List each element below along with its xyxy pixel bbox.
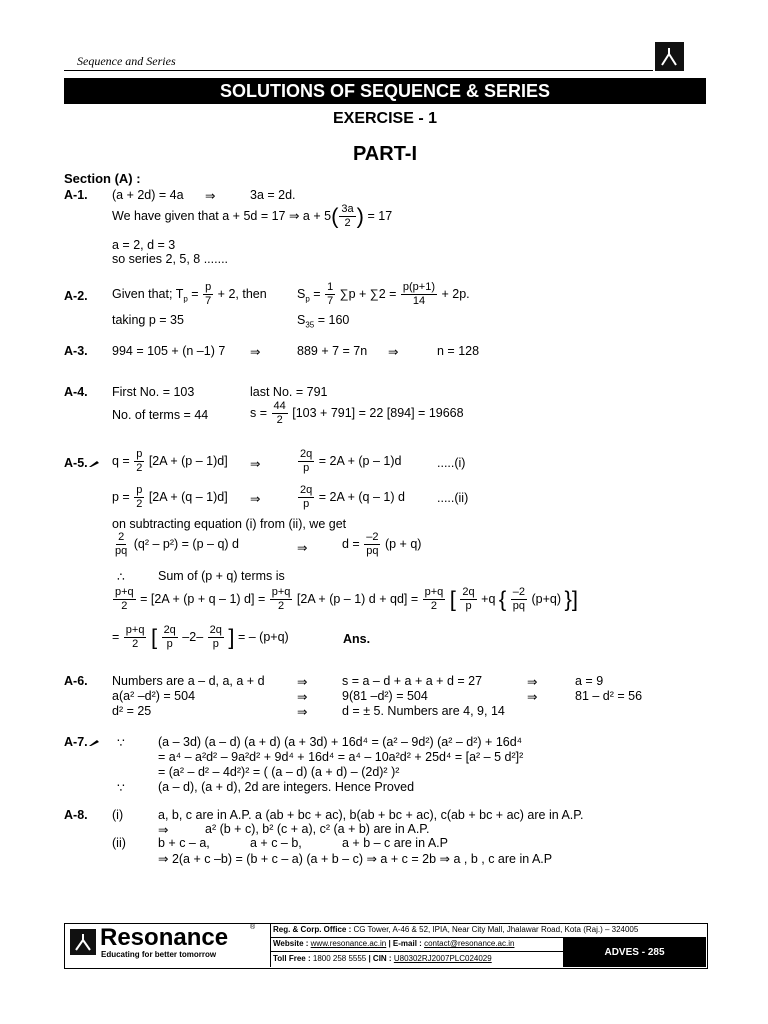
a6-r1a: Numbers are a – d, a, a + d [112, 674, 265, 688]
a8-r3c: a + c – b, [250, 836, 302, 850]
cin-link[interactable]: U80302RJ2007PLC024029 [393, 954, 492, 963]
footer-address: Reg. & Corp. Office : CG Tower, A-46 & 52, IPIA, Near City Mall, Jhalawar Road, Kota (Raj.) – 324005 [273, 925, 639, 934]
a8-r2: a² (b + c), b² (c + a), c² (a + b) are in A.P. [205, 822, 430, 836]
a6-r2a: a(a² –d²) = 504 [112, 689, 196, 703]
a5-row2-left: p = $\frac{p}{2}$ [2A + (q – 1)d] [112, 484, 228, 510]
footer-contact: Website : www.resonance.ac.in | E-mail : contact@resonance.ac.in [273, 939, 515, 948]
a8-r3b: b + c – a, [158, 836, 210, 850]
implies-symbol: ⇒ [250, 457, 261, 471]
implies-symbol: ⇒ [297, 541, 308, 555]
a4-terms: No. of terms = 44 [112, 408, 209, 422]
implies-symbol: ⇒ [297, 705, 308, 719]
a8-r1: a, b, c are in A.P. a (ab + bc + ac), b(ab + bc + ac), c(ab + bc + ac) are in A.P. [158, 808, 584, 822]
resonance-logo-icon [655, 42, 684, 71]
a6-r3c: d = ± 5. Numbers are 4, 9, 14 [342, 704, 505, 718]
a1-line4: so series 2, 5, 8 ....... [112, 252, 229, 266]
implies-symbol: ⇒ [250, 345, 261, 359]
answer-label: Ans. [343, 632, 371, 646]
pencil-icon [88, 739, 100, 747]
a2-line2a: taking p = 35 [112, 313, 184, 327]
footer-divider [270, 923, 271, 967]
implies-symbol: ⇒ [250, 492, 261, 506]
a5-row1-right: $\frac{2q}{p}$ = 2A + (p – 1)d [300, 448, 402, 474]
a4-first: First No. = 103 [112, 385, 195, 399]
a7-r3: = (a² – d² – 4d²)² = ( (a – d) (a + d) – (2d)² )² [158, 765, 400, 779]
a1-line1c: 3a = 2d. [250, 188, 296, 202]
problem-label: A-5. [64, 456, 100, 470]
eq-tag: .....(i) [437, 456, 466, 470]
a5-row5: Sum of (p + q) terms is [158, 569, 285, 583]
a8-part-i: (i) [112, 808, 124, 822]
problem-label: A-4. [64, 385, 88, 399]
header-rule [64, 70, 653, 71]
a5-row3: on subtracting equation (i) from (ii), we get [112, 517, 347, 531]
a8-r4: ⇒ 2(a + c –b) = (b + c – a) (a + b – c) ⇒ a + c = 2b ⇒ a , b , c are in A.P [158, 852, 553, 866]
problem-label: A-2. [64, 289, 88, 303]
a7-r1: (a – 3d) (a – d) (a + d) (a + 3d) + 16d⁴ = (a² – 9d²) (a² – d²) + 16d⁴ [158, 735, 523, 749]
implies-symbol: ⇒ [297, 675, 308, 689]
implies-symbol: ⇒ [388, 345, 399, 359]
resonance-logo-icon [70, 929, 96, 955]
implies-symbol: ⇒ [158, 823, 169, 837]
footer-phone: Toll Free : 1800 258 5555 | CIN : U80302RJ2007PLC024029 [273, 954, 492, 963]
a3-part-e: n = 128 [437, 344, 480, 358]
a6-r2c: 9(81 –d²) = 504 [342, 689, 428, 703]
a6-r1c: s = a – d + a + a + d = 27 [342, 674, 483, 688]
because-symbol: ∵ [117, 736, 125, 750]
eq-tag: .....(ii) [437, 491, 469, 505]
page-banner: SOLUTIONS OF SEQUENCE & SERIES [64, 78, 706, 104]
problem-label: A-8. [64, 808, 88, 822]
section-heading: Section (A) : [64, 171, 141, 186]
a6-r3a: d² = 25 [112, 704, 152, 718]
a3-part-a: 994 = 105 + (n –1) 7 [112, 344, 226, 358]
a5-row1-left: q = $\frac{p}{2}$ [2A + (p – 1)d] [112, 448, 228, 474]
a6-r1e: a = 9 [575, 674, 604, 688]
a7-r4: (a – d), (a + d), 2d are integers. Hence Proved [158, 780, 415, 794]
problem-label: A-1. [64, 188, 88, 202]
a3-part-c: 889 + 7 = 7n [297, 344, 368, 358]
email-link[interactable]: contact@resonance.ac.in [424, 939, 515, 948]
a4-sum: s = $\frac{44}{2}$ [103 + 791] = 22 [894] = 19668 [250, 400, 464, 426]
implies-symbol: ⇒ [297, 690, 308, 704]
a1-line2: We have given that a + 5d = 17 ⇒ a + 5( $\frac{3a}{2}$ ) = 17 [112, 203, 393, 229]
brand-tagline: Educating for better tomorrow [101, 950, 217, 959]
a5-row6: $\frac{p+q}{2}$ = [2A + (p + q – 1) d] = $\frac{p+q}{2}$ [2A + (p – 1) d + qd] = $\frac{p+q}{2}$ [ $\frac{2q}{p}$ +q { $\frac{-2}{pq}$ (p+q) }] [115, 586, 578, 612]
problem-label: A-7. [64, 735, 100, 749]
running-title: Sequence and Series [77, 54, 176, 68]
a5-row4-right: d = $\frac{-2}{pq}$ (p + q) [342, 531, 422, 557]
a6-r2e: 81 – d² = 56 [575, 689, 643, 703]
exercise-title: EXERCISE - 1 [332, 110, 438, 127]
a5-row4-left: $\frac{2}{pq}$ (q² – p²) = (p – q) d [115, 531, 239, 557]
a4-last: last No. = 791 [250, 385, 328, 399]
problem-label: A-3. [64, 344, 88, 358]
page-number: ADVES - 285 [563, 938, 706, 967]
footer-divider [270, 951, 563, 952]
problem-label: A-6. [64, 674, 88, 688]
implies-symbol: ⇒ [205, 189, 216, 203]
a2-line1a: Given that; $T_p$ = $\frac{p}{7}$ + 2, then [112, 281, 267, 307]
implies-symbol: ⇒ [527, 690, 538, 704]
a1-line1a: (a + 2d) = 4a [112, 188, 184, 202]
a1-line3: a = 2, d = 3 [112, 238, 176, 252]
a2-line2b: $S_{35} = 160$ [297, 313, 350, 330]
therefore-symbol: ∴ [117, 570, 125, 584]
a8-r3d: a + b – c are in A.P [342, 836, 448, 850]
a7-r2: = a⁴ – a²d² – 9a²d² + 9d⁴ + 16d⁴ = a⁴ – 10a²d² + 25d⁴ = [a² – 5 d²]² [158, 750, 524, 764]
pencil-icon [88, 460, 100, 468]
website-link[interactable]: www.resonance.ac.in [310, 939, 387, 948]
because-symbol: ∵ [117, 781, 125, 795]
a8-part-ii: (ii) [112, 836, 126, 850]
registered-mark: ® [250, 924, 256, 931]
a5-row2-right: $\frac{2q}{p}$ = 2A + (q – 1) d [300, 484, 405, 510]
a5-row7: = $\frac{p+q}{2}$ [ $\frac{2q}{p}$ –2– $\frac{2q}{p}$ ] = – (p+q) [112, 624, 289, 650]
implies-symbol: ⇒ [527, 675, 538, 689]
part-title: PART-I [352, 143, 418, 165]
a2-line1b: $S_p$ = $\frac{1}{7}$ ∑p + ∑2 = $\frac{p(p+1)}{14}$ + 2p. [297, 281, 470, 307]
brand-name: Resonance [100, 924, 229, 951]
